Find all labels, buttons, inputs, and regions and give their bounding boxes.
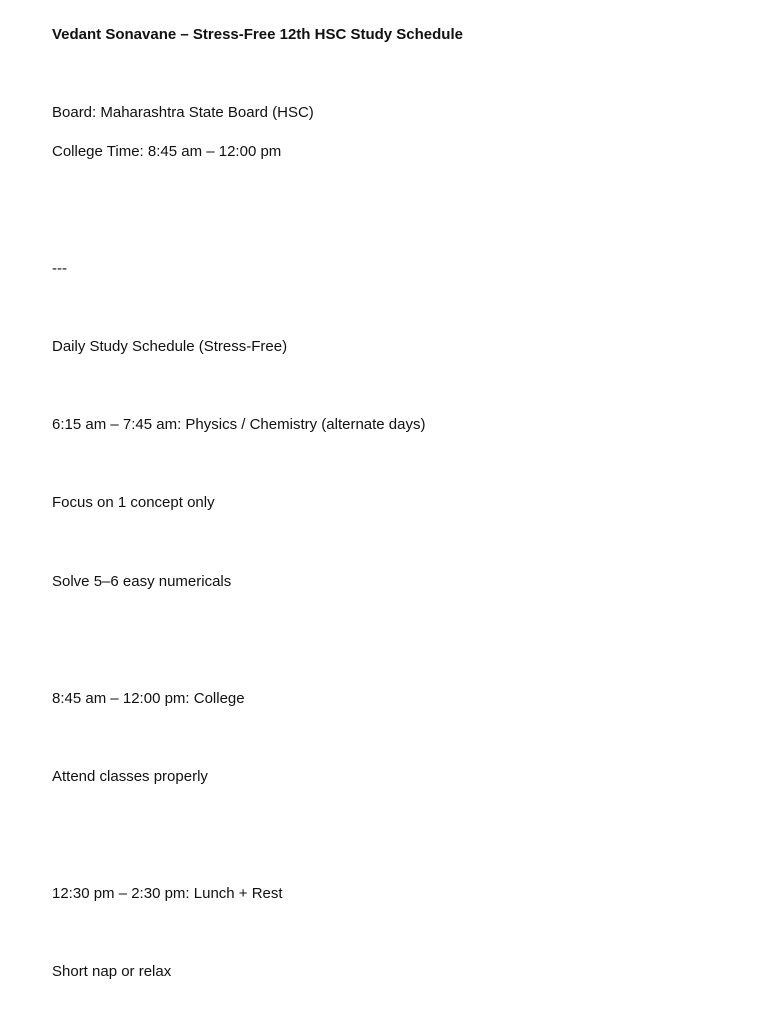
schedule-time-line-college: 8:45 am – 12:00 pm: College xyxy=(52,690,245,707)
separator-line: --- xyxy=(52,260,67,277)
schedule-heading: Daily Study Schedule (Stress-Free) xyxy=(52,338,288,355)
schedule-note: Short nap or relax xyxy=(52,963,172,980)
schedule-note: Attend classes properly xyxy=(52,768,208,785)
board-line: Board: Maharashtra State Board (HSC) xyxy=(52,104,314,121)
schedule-time-line-morning: 6:15 am – 7:45 am: Physics / Chemistry (alternate days) xyxy=(52,416,426,433)
schedule-note: Solve 5–6 easy numericals xyxy=(52,573,232,590)
schedule-time-line-lunch: 12:30 pm – 2:30 pm: Lunch + Rest xyxy=(52,885,283,902)
document-title: Vedant Sonavane – Stress-Free 12th HSC Study Schedule xyxy=(52,26,463,43)
schedule-note: Focus on 1 concept only xyxy=(52,494,215,511)
college-time-line: College Time: 8:45 am – 12:00 pm xyxy=(52,143,282,160)
